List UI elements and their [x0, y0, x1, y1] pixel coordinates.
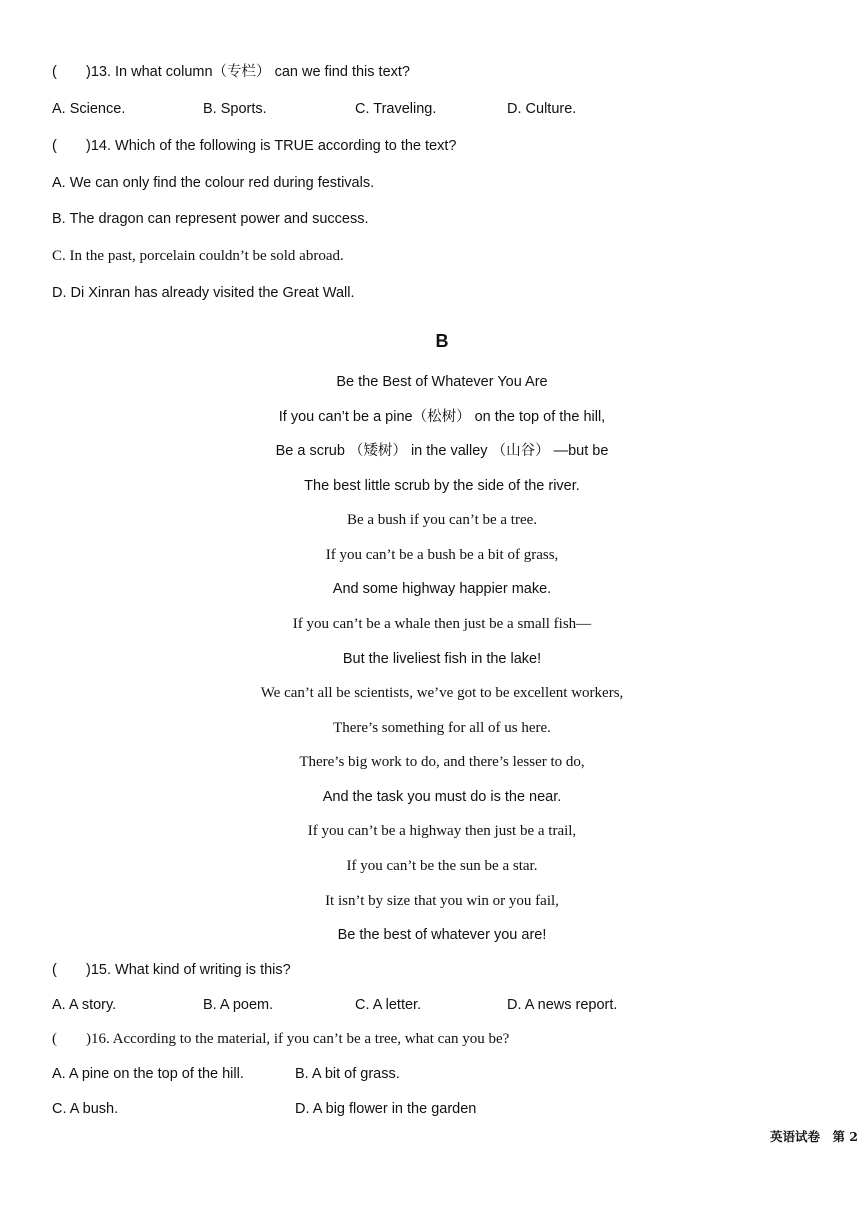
poem-line-4: Be a bush if you can’t be a tree. — [346, 512, 538, 528]
question-14 — [52, 137, 456, 155]
poem-line-15: It isn’t by size that you win or you fail, — [325, 893, 559, 909]
q15-option-c[interactable]: C. A letter. — [355, 997, 422, 1013]
q14-option-a[interactable]: A. We can only find the colour red during festivals. — [52, 175, 375, 191]
poem-line-1: If you can’t be a pine（松树） on the top of the hill, — [278, 409, 606, 425]
poem-line-3: The best little scrub by the side of the river. — [304, 478, 580, 494]
question-stem: )13. In what column（专栏） can we find this text? — [86, 64, 410, 80]
poem-line-11: There’s big work to do, and there’s lesser to do, — [299, 754, 585, 770]
poem-line-7: If you can’t be a whale then just be a small fish— — [292, 616, 592, 632]
answer-blank[interactable]: ( — [52, 962, 57, 978]
q13-option-d[interactable]: D. Culture. — [507, 101, 577, 117]
poem-line-14: If you can’t be the sun be a star. — [346, 858, 538, 874]
question-stem: )16. According to the material, if you can’t be a tree, what can you be? — [86, 1031, 510, 1047]
q16-option-d[interactable]: D. A big flower in the garden — [295, 1101, 477, 1117]
q13-option-a[interactable]: A. Science. — [52, 101, 126, 117]
poem-line-5: If you can’t be a bush be a bit of grass, — [325, 547, 559, 563]
q14-option-c[interactable]: C. In the past, porcelain couldn’t be sold abroad. — [52, 248, 344, 264]
section-heading: B — [435, 331, 449, 351]
q14-option-d[interactable]: D. Di Xinran has already visited the Great Wall. — [52, 285, 355, 301]
question-13 — [52, 63, 410, 81]
question-stem: )14. Which of the following is TRUE according to the text? — [86, 138, 457, 154]
poem-line-9: We can’t all be scientists, we’ve got to be excellent workers, — [260, 685, 624, 701]
q16-option-a[interactable]: A. A pine on the top of the hill. — [52, 1066, 244, 1082]
page-footer: 英语试卷 第 2 — [769, 1129, 858, 1144]
question-16 — [52, 1030, 509, 1048]
answer-blank[interactable]: ( — [52, 1031, 57, 1047]
q13-option-b[interactable]: B. Sports. — [203, 101, 267, 117]
q16-option-c[interactable]: C. A bush. — [52, 1101, 119, 1117]
question-stem: )15. What kind of writing is this? — [86, 962, 291, 978]
poem-title: Be the Best of Whatever You Are — [336, 374, 548, 390]
q15-option-a[interactable]: A. A story. — [52, 997, 117, 1013]
poem-line-10: There’s something for all of us here. — [333, 720, 551, 736]
answer-blank[interactable]: ( — [52, 138, 57, 154]
poem-line-12: And the task you must do is the near. — [322, 789, 562, 805]
question-15 — [52, 961, 291, 979]
answer-blank[interactable]: ( — [52, 64, 57, 80]
q16-option-b[interactable]: B. A bit of grass. — [295, 1066, 400, 1082]
poem-line-8: But the liveliest fish in the lake! — [342, 651, 542, 667]
q13-option-c[interactable]: C. Traveling. — [355, 101, 437, 117]
poem-line-2: Be a scrub （矮树） in the valley （山谷） —but be — [275, 443, 609, 459]
q15-option-b[interactable]: B. A poem. — [203, 997, 274, 1013]
poem-line-16: Be the best of whatever you are! — [337, 927, 547, 943]
q14-option-b[interactable]: B. The dragon can represent power and success. — [52, 211, 369, 227]
q15-option-d[interactable]: D. A news report. — [507, 997, 618, 1013]
poem-line-13: If you can’t be a highway then just be a trail, — [307, 823, 577, 839]
poem-line-6: And some highway happier make. — [332, 581, 552, 597]
